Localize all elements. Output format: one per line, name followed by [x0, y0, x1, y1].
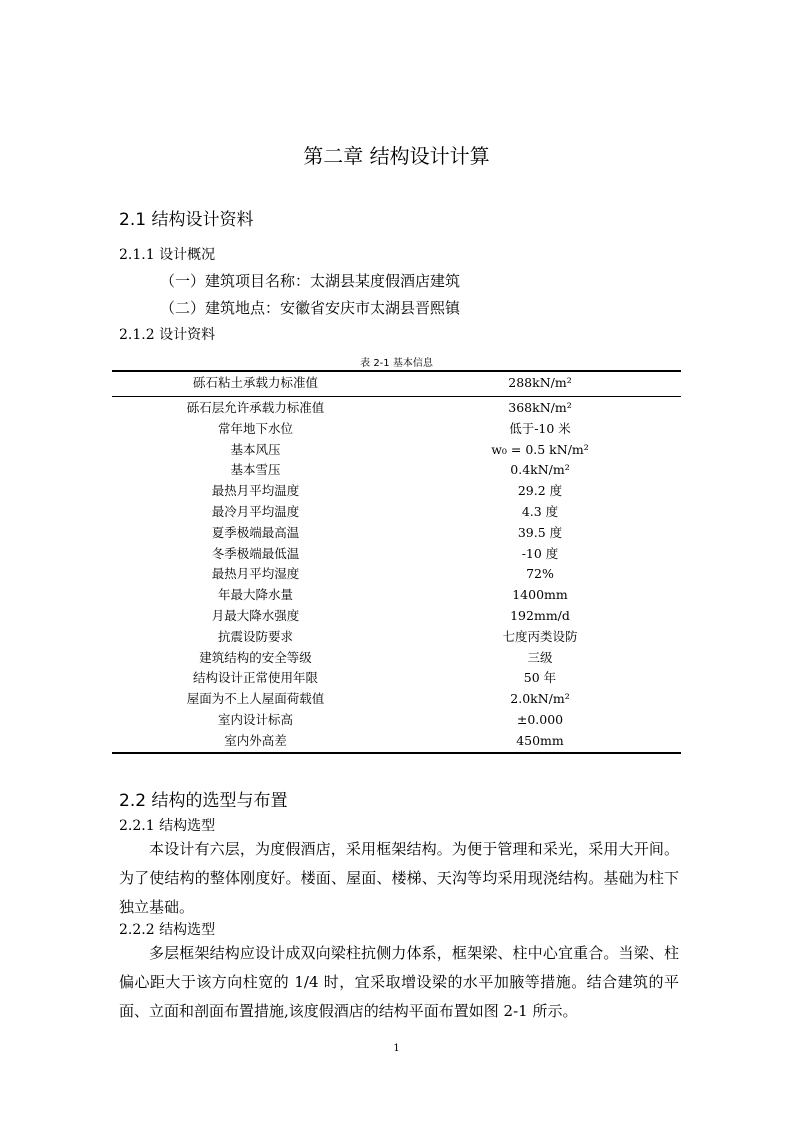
- param-value: 29.2 度: [517, 483, 563, 499]
- param-value: 低于-10 米: [509, 420, 571, 436]
- param-name: 月最大降水强度: [211, 607, 300, 623]
- paragraph-structure-layout: 多层框架结构应设计成双向梁柱抗侧力体系，框架梁、柱中心宜重合。当梁、柱偏心距大于该方向柱宽的 1/4 时，宜采取增设梁的水平加腋等措施。结合建筑的平面、立面和剖面布置措施,该度假酒店的结构平面布置如图 2-1 所示。: [119, 944, 679, 1020]
- param-value: 39.5 度: [517, 524, 563, 540]
- param-name: 结构设计正常使用年限: [192, 670, 318, 686]
- project-location-item: （二）建筑地点：安徽省安庆市太湖县晋熙镇: [160, 299, 461, 317]
- param-name: 砾石层允许承载力标准值: [186, 400, 325, 415]
- param-name: 建筑结构的安全等级: [199, 649, 312, 665]
- param-value: ±0.000: [516, 711, 564, 727]
- subsection-2-1-1-heading: 2.1.1 设计概况: [119, 247, 216, 263]
- table-caption: 表 2-1 基本信息: [360, 358, 433, 369]
- table-row: [112, 689, 681, 710]
- table-row: [112, 544, 681, 565]
- chapter-title: 第二章 结构设计计算: [303, 144, 490, 168]
- paragraph-structure-selection: 本设计有六层，为度假酒店，采用框架结构。为便于管理和采光，采用大开间。为了使结构的整体刚度好。楼面、屋面、楼梯、天沟等均采用现浇结构。基础为柱下独立基础。: [119, 840, 679, 916]
- table-bottom-rule: [112, 752, 681, 754]
- table-row: [112, 585, 681, 606]
- param-name: 夏季极端最高温: [211, 524, 300, 540]
- param-value: 450mm: [516, 732, 564, 748]
- table-row: [112, 606, 681, 627]
- param-name: 最热月平均湿度: [211, 566, 300, 582]
- table-row: [112, 502, 681, 523]
- param-value: 2.0kN/m²: [510, 691, 570, 707]
- table-top-rule: [112, 370, 681, 372]
- param-name: 抗震设防要求: [217, 628, 293, 644]
- param-name: 常年地下水位: [217, 420, 293, 436]
- param-value: 50 年: [523, 670, 557, 686]
- param-value: 72%: [526, 566, 554, 582]
- param-name: 年最大降水量: [217, 587, 293, 603]
- param-name: 冬季极端最低温: [211, 545, 300, 561]
- param-name: 最冷月平均温度: [211, 503, 300, 519]
- table-row: [112, 668, 681, 689]
- table-row: [112, 460, 681, 481]
- table-row: [112, 374, 681, 392]
- param-name: 屋面为不上人屋面荷载值: [186, 691, 325, 707]
- param-value: 288kN/m²: [508, 375, 572, 390]
- project-name-item: （一）建筑项目名称：太湖县某度假酒店建筑: [160, 272, 461, 290]
- section-2-2-heading: 2.2 结构的选型与布置: [119, 791, 288, 811]
- param-value: 368kN/m²: [508, 400, 572, 415]
- param-value: 1400mm: [512, 587, 568, 603]
- param-value: 4.3 度: [521, 503, 559, 519]
- table-row: [112, 419, 681, 440]
- param-name: 室内设计标高: [217, 711, 293, 727]
- table-row: [112, 523, 681, 544]
- table-row: [112, 481, 681, 502]
- param-name: 最热月平均温度: [211, 483, 300, 499]
- param-name: 基本风压: [230, 441, 281, 457]
- param-name: 基本雪压: [230, 462, 281, 478]
- subsection-2-2-2-heading: 2.2.2 结构选型: [119, 922, 216, 938]
- table-row: [112, 648, 681, 669]
- table-row: [112, 710, 681, 731]
- table-row: [112, 392, 681, 419]
- table-row: [112, 564, 681, 585]
- basic-info-table: [112, 374, 681, 752]
- param-name: 砾石粘土承载力标准值: [192, 375, 318, 390]
- param-value: w₀ = 0.5 kN/m²: [491, 441, 589, 457]
- param-value: 七度丙类设防: [502, 628, 578, 644]
- table-row: [112, 731, 681, 752]
- param-value: 0.4kN/m²: [510, 462, 570, 478]
- page-number: 1: [393, 1043, 400, 1054]
- param-value: 192mm/d: [510, 607, 570, 623]
- table-row: [112, 440, 681, 461]
- section-2-1-heading: 2.1 结构设计资料: [119, 210, 254, 230]
- param-value: -10 度: [521, 545, 559, 561]
- param-name: 室内外高差: [224, 732, 287, 748]
- param-value: 三级: [527, 649, 553, 665]
- table-row: [112, 627, 681, 648]
- subsection-2-2-1-heading: 2.2.1 结构选型: [119, 818, 216, 834]
- subsection-2-1-2-heading: 2.1.2 设计资料: [119, 327, 216, 343]
